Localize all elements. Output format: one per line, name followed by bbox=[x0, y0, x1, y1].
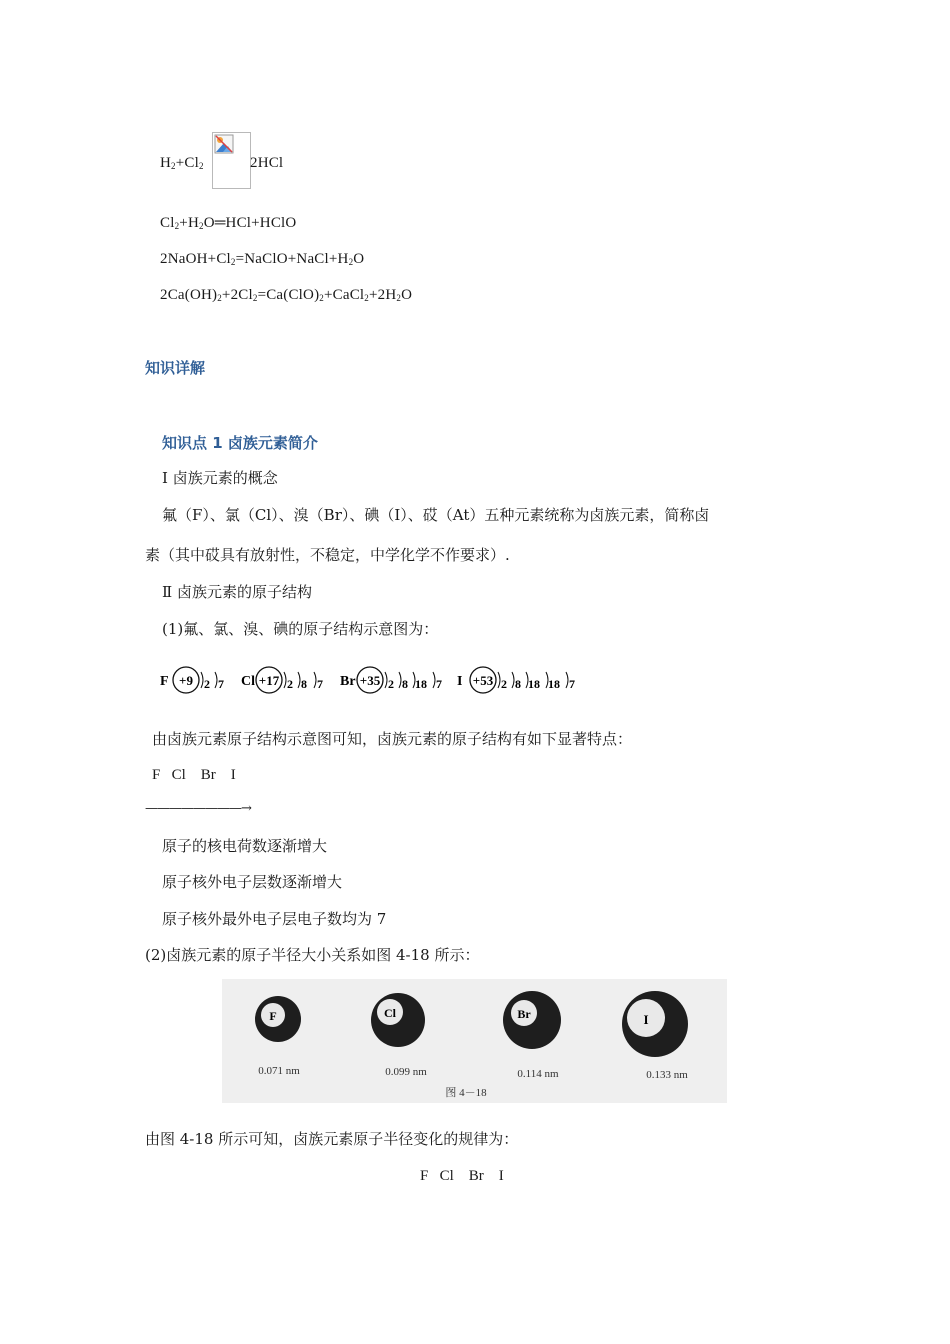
svg-text:2: 2 bbox=[287, 677, 293, 691]
svg-text:0.114 nm: 0.114 nm bbox=[517, 1068, 559, 1080]
equation-caoh2-cl2: $2Ca(OH)_2+2Cl_2=Ca(ClO)_2+CaCl_2+2H_2O$ bbox=[160, 287, 413, 303]
atom-diagram-br bbox=[340, 667, 442, 693]
svg-text:7: 7 bbox=[317, 677, 323, 691]
equation-product-2hcl: 2HCl bbox=[250, 155, 284, 171]
trend-arrow: ————————→ bbox=[145, 801, 251, 816]
subsection-structure-title: Ⅱ 卤族元素的原子结构 bbox=[162, 583, 312, 601]
svg-text:18: 18 bbox=[548, 677, 560, 691]
svg-text:+35: +35 bbox=[359, 673, 381, 688]
svg-text:2: 2 bbox=[501, 677, 507, 691]
feature-item-1: 原子的核电荷数逐渐增大 bbox=[162, 837, 328, 855]
svg-text:18: 18 bbox=[528, 677, 540, 691]
item-2-text: (2)卤族元素的原子半径大小关系如图 4-18 所示： bbox=[145, 946, 480, 964]
svg-text:Br: Br bbox=[340, 674, 356, 689]
svg-text:7: 7 bbox=[436, 677, 442, 691]
svg-text:2: 2 bbox=[388, 677, 394, 691]
feature-item-2: 原子核外电子层数逐渐增大 bbox=[162, 873, 343, 891]
equation-naoh-cl2: $2NaOH+Cl_2=NaClO+NaCl+H_2O$ bbox=[160, 251, 365, 267]
svg-text:F: F bbox=[160, 674, 169, 689]
svg-text:+9: +9 bbox=[179, 673, 193, 688]
svg-text:F: F bbox=[269, 1009, 277, 1023]
svg-text:8: 8 bbox=[402, 677, 408, 691]
equation-h2-cl2: $H_2+Cl_2$ bbox=[160, 155, 204, 171]
svg-text:8: 8 bbox=[515, 677, 521, 691]
section-title: 知识详解 bbox=[145, 359, 206, 377]
svg-text:Cl: Cl bbox=[241, 674, 255, 689]
svg-text:7: 7 bbox=[218, 677, 224, 691]
atomic-radius-figure bbox=[222, 979, 727, 1103]
atom-diagram-f bbox=[160, 667, 224, 693]
broken-image-icon bbox=[212, 132, 251, 189]
svg-text:2: 2 bbox=[204, 677, 210, 691]
item-1-text: (1)氟、氯、溴、碘的原子结构示意图为： bbox=[162, 620, 439, 638]
atom-diagram-i bbox=[457, 667, 575, 693]
svg-text:8: 8 bbox=[301, 677, 307, 691]
figure-caption: 图 4－18 bbox=[445, 1087, 487, 1099]
features-intro: 由卤族元素原子结构示意图可知，卤族元素的原子结构有如下显著特点： bbox=[152, 730, 633, 748]
svg-text:0.133 nm: 0.133 nm bbox=[646, 1069, 688, 1081]
svg-text:0.071 nm: 0.071 nm bbox=[258, 1065, 300, 1077]
svg-text:Cl: Cl bbox=[384, 1006, 396, 1020]
knowledge-point-title: 知识点 1 卤族元素简介 bbox=[162, 434, 318, 452]
atomic-structure-diagrams bbox=[155, 660, 595, 700]
svg-text:Br: Br bbox=[517, 1007, 531, 1021]
paragraph-line-2: 素（其中砹具有放射性，不稳定，中学化学不作要求）. bbox=[145, 546, 510, 564]
equation-cl2-h2o: $Cl_2+H_2O═HCl+HClO$ bbox=[160, 215, 297, 231]
subsection-concept-title: Ⅰ 卤族元素的概念 bbox=[162, 469, 278, 487]
svg-text:I: I bbox=[457, 674, 463, 689]
element-order-labels: F Cl Br I bbox=[152, 767, 236, 783]
svg-text:0.099 nm: 0.099 nm bbox=[385, 1066, 427, 1078]
feature-item-3: 原子核外最外电子层电子数均为 7 bbox=[162, 910, 387, 928]
svg-text:I: I bbox=[643, 1012, 649, 1027]
paragraph-line-1: 氟（F）、氯（Cl）、溴（Br）、碘（I）、砹（At）五种元素统称为卤族元素，简称卤 bbox=[162, 506, 710, 524]
svg-text:+17: +17 bbox=[258, 673, 280, 688]
svg-text:18: 18 bbox=[415, 677, 427, 691]
svg-text:7: 7 bbox=[569, 677, 575, 691]
svg-text:+53: +53 bbox=[472, 673, 494, 688]
bottom-element-order: F Cl Br I bbox=[420, 1168, 504, 1184]
conclusion-text: 由图 4-18 所示可知，卤族元素原子半径变化的规律为： bbox=[145, 1130, 519, 1148]
atom-diagram-cl bbox=[241, 667, 323, 693]
